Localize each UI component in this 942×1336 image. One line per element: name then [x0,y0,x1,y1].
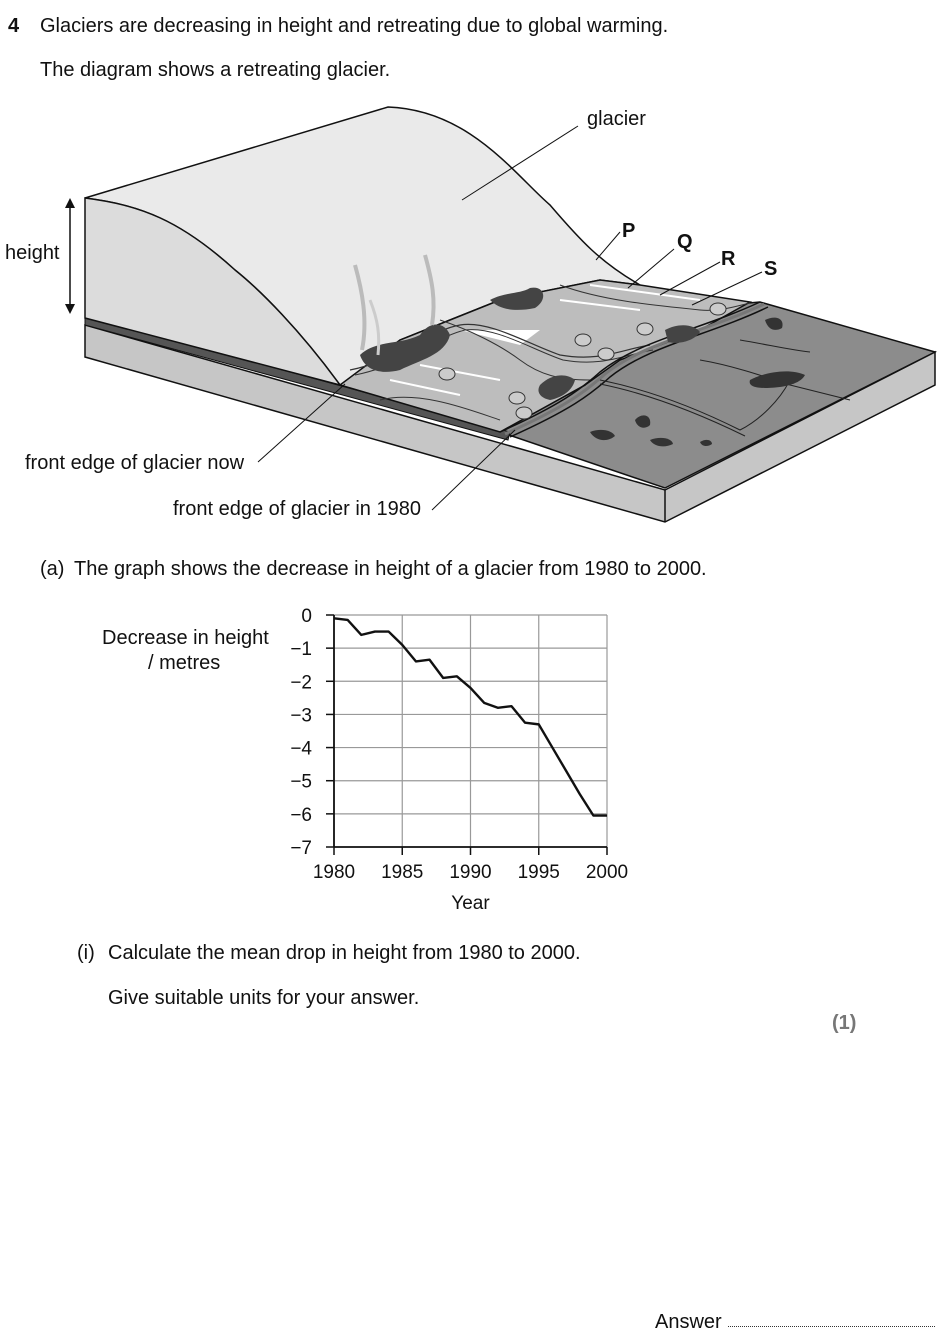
x-tick-label: 2000 [585,862,629,883]
y-tick-label: −7 [290,838,312,859]
label-r: R [721,248,736,270]
x-tick-label: 1980 [312,862,356,883]
x-tick-label: 1985 [381,862,424,883]
y-tick-label: −2 [290,672,312,694]
diagram-caption: The diagram shows a retreating glacier. [40,59,391,81]
chart-ylabel-line2: / metres [148,652,221,674]
x-tick-label: 1990 [449,862,492,883]
part-i-instruction: Give suitable units for your answer. [108,987,420,1009]
front-edge-now-label: front edge of glacier now [25,452,245,474]
part-i-text: Calculate the mean drop in height from 1980 to 2000. [108,942,581,964]
answer-label: Answer [655,1311,722,1333]
chart-ylabel-line1: Decrease in height [102,627,269,649]
height-label: height [5,242,60,264]
marks-indicator: (1) [832,1012,857,1034]
front-edge-1980-label: front edge of glacier in 1980 [173,498,421,520]
question-number: 4 [8,15,20,37]
label-s: S [764,258,778,280]
y-tick-label: 0 [301,606,312,627]
y-tick-label: −1 [290,639,312,661]
part-i-label: (i) [77,942,95,964]
answer-input-line[interactable] [728,1325,935,1327]
part-a-label: (a) [40,558,65,580]
y-tick-label: −5 [290,771,312,793]
y-tick-label: −6 [290,804,312,826]
part-a-text: The graph shows the decrease in height of a glacier from 1980 to 2000. [74,558,707,580]
label-p: P [622,220,636,242]
height-decrease-chart [270,595,650,925]
x-tick-label: 1995 [517,862,560,883]
y-tick-label: −4 [290,738,312,760]
y-tick-label: −3 [290,705,312,727]
question-intro: Glaciers are decreasing in height and retreating due to global warming. [40,15,669,37]
label-q: Q [677,231,693,253]
glacier-label: glacier [587,108,646,130]
x-axis-label: Year [451,893,490,914]
